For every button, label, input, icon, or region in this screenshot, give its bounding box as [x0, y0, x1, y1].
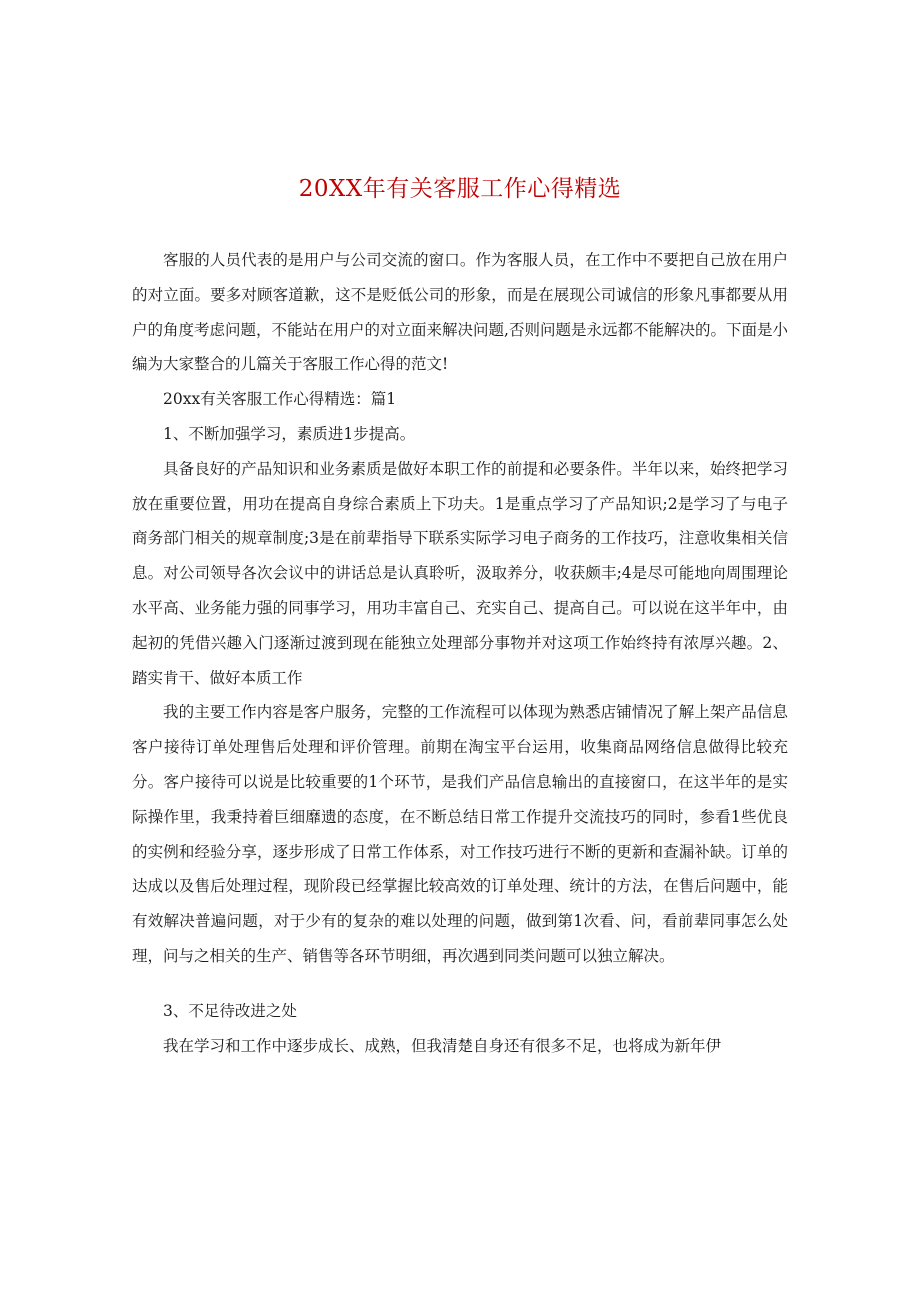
subsection-heading: 3、不足待改进之处 — [163, 1001, 297, 1020]
subsection-heading: 1、不断加强学习，素质进1步提高。 — [163, 424, 416, 443]
intro-paragraph: 客服的人员代表的是用户与公司交流的窗口。作为客服人员，在工作中不要把自己放在用户的对立面。要多对顾客道歉，这不是贬低公司的形象，而是在展现公司诚信的形象凡事都要从用户的角度考虑问题，不能站在用户的对立面来解决问题,否则问题是永远都不能解决的。下面是小编为大家整合的儿篇关于客服工作心得的范文! — [132, 251, 788, 374]
body-paragraph: 具备良好的产品知识和业务素质是做好本职工作的前提和必要条件。半年以来，始终把学习放在重要位置，用功在提高自身综合素质上下功夫。1是重点学习了产品知识;2是学习了与电子商务部门相关的规章制度;3是在前辈指导下联系实际学习电子商务的工作技巧，注意收集相关信息。对公司领导各次会议中的讲话总是认真聆听，汲取养分，收获颇丰;4是尽可能地向周围理论水平高、业务能力强的同事学习，用功丰富自己、充实自己、提高自己。可以说在这半年中，由起初的凭借兴趣入门逐渐过渡到现在能独立处理部分事物并对这项工作始终持有浓厚兴趣。2、踏实肯干、做好本质工作 — [132, 459, 788, 687]
document-title: 20XX年有关客服工作心得精选 — [298, 176, 622, 202]
body-paragraph: 我在学习和工作中逐步成长、成熟，但我清楚自身还有很多不足，也将成为新年伊 — [163, 1036, 722, 1055]
body-paragraph: 我的主要工作内容是客户服务，完整的工作流程可以体现为熟悉店铺情况了解上架产品信息客户接待订单处理售后处理和评价管理。前期在淘宝平台运用，收集商品网络信息做得比较充分。客户接待可以说是比较重要的1个环节，是我们产品信息输出的直接窗口，在这半年的是实际操作里，我秉持着巨细靡遗的态度，在不断总结日常工作提升交流技巧的同时，参看1些优良的实例和经验分享，逐步形成了日常工作体系，对工作技巧进行不断的更新和查漏补缺。订单的达成以及售后处理过程，现阶段已经掌握比较高效的订单处理、统计的方法，在售后问题中，能有效解决普遍问题，对于少有的复杂的难以处理的问题，做到第1次看、问，看前辈同事怎么处理，问与之相关的生产、销售等各环节明细，再次遇到同类问题可以独立解决。 — [132, 703, 788, 965]
section-heading: 20xx有关客服工作心得精选：篇1 — [163, 390, 397, 409]
document-body — [132, 243, 788, 1063]
